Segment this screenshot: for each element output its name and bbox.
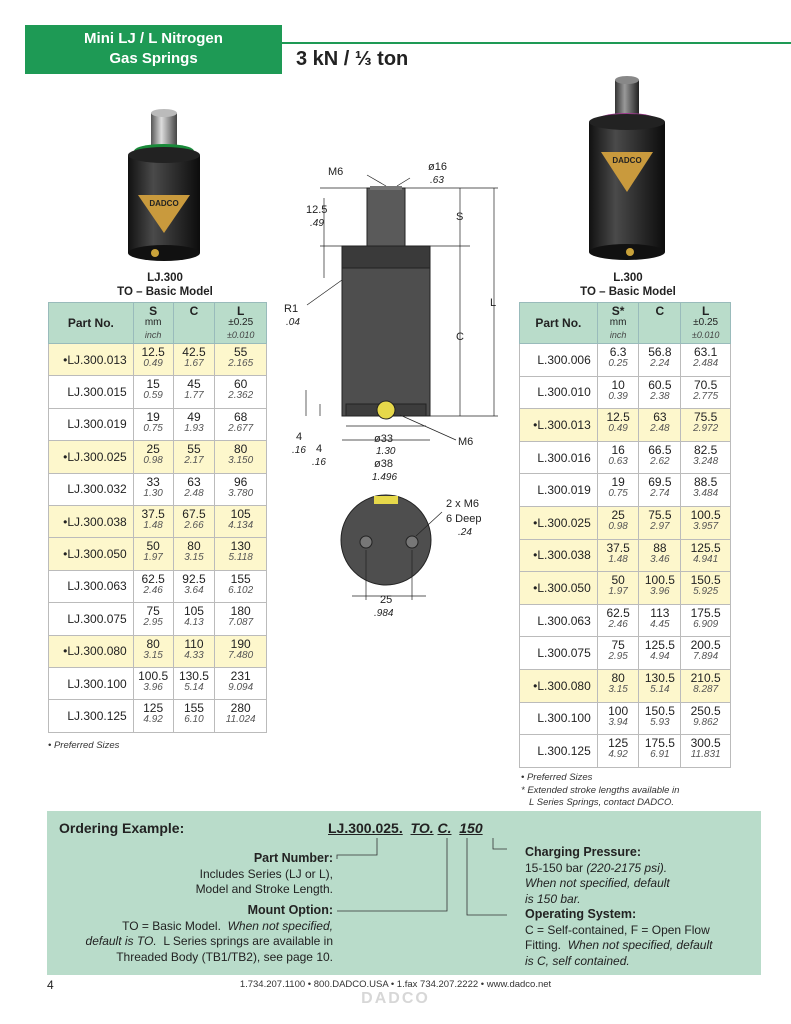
l-preferred-note: • Preferred Sizes [521,772,593,783]
l-table-row [520,506,731,539]
lj-table-row [49,700,267,732]
ordering-title: Ordering Example: [59,820,185,836]
lj-caption [80,271,250,299]
mount-text2a: default is TO. [85,934,157,948]
l-col-l: L ±0.25 ±0.010 [681,303,731,344]
c-cell: 150.5 5.93 [639,702,681,735]
l-table-row [520,409,731,442]
c-cell: 175.5 6.91 [639,735,681,768]
footer-brand-logo: DADCO [361,990,430,1007]
stroke-cell: 37.5 1.48 [133,505,173,537]
stroke-cell: 25 0.98 [133,441,173,473]
part-number-cell: L.300.006 [520,344,598,377]
stroke-cell: 25 0.98 [597,506,639,539]
page-number: 4 [47,978,54,992]
length-cell: 231 9.094 [215,667,267,699]
dim-w25: 25 [380,594,393,606]
part-number-cell: • LJ.300.025 [49,441,134,473]
stroke-cell: 12.5 0.49 [133,344,173,376]
l-col-part: Part No. [520,303,598,344]
c-cell: 42.5 1.67 [173,344,215,376]
l-model-subtitle: TO – Basic Model [580,286,676,298]
dim-r1: R1 [284,303,299,315]
l-table-row [520,376,731,409]
stroke-cell: 19 0.75 [133,408,173,440]
lj-table-row [49,408,267,440]
part-number-cell: L.300.125 [520,735,598,768]
l-extended-note: * Extended stroke lengths available in [521,785,680,796]
c-cell: 75.5 2.97 [639,506,681,539]
dim-d38-inch: 1.496 [372,472,398,483]
l-table-body [520,344,731,768]
length-cell: 63.1 2.484 [681,344,731,377]
dim-d16: ø16 [428,161,447,173]
length-cell: 70.5 2.775 [681,376,731,409]
part-number-text2: Model and Stroke Length. [195,882,333,896]
mount-option-block [47,903,333,965]
lj-spec-table [48,302,267,733]
length-cell: 190 7.480 [215,635,267,667]
stroke-cell: 50 1.97 [133,538,173,570]
c-cell: 56.8 2.24 [639,344,681,377]
l-table-row [520,669,731,702]
stroke-cell: 100 3.94 [597,702,639,735]
stroke-cell: 100.5 3.96 [133,667,173,699]
lj-table-row [49,505,267,537]
length-cell: 210.5 8.287 [681,669,731,702]
l-table-row [520,702,731,735]
lj-col-c: C [173,303,215,344]
l-col-c: C [639,303,681,344]
code-system: C. [437,820,452,836]
lj-logo-text: DADCO [149,199,179,208]
lj-col-l: L ±0.25 ±0.010 [215,303,267,344]
c-cell: 63 2.48 [639,409,681,442]
dim-h12-inch: .49 [310,218,324,229]
dim-holes: 2 x M6 [446,498,480,510]
part-number-cell: • L.300.013 [520,409,598,442]
lj-table-row [49,376,267,408]
part-number-cell: LJ.300.063 [49,570,134,602]
dim-d33: ø33 [374,433,393,445]
code-part: LJ.300.025. [328,820,403,836]
length-cell: 200.5 7.894 [681,637,731,670]
charging-text2: When not specified, default [525,876,670,890]
stroke-cell: 62.5 2.46 [597,604,639,637]
dim-four-a: 4 [296,431,303,443]
part-number-cell: • LJ.300.038 [49,505,134,537]
length-cell: 82.5 3.248 [681,441,731,474]
length-cell: 280 11.024 [215,700,267,732]
lj-table-row [49,441,267,473]
part-number-label: Part Number: [253,851,333,865]
c-cell: 63 2.48 [173,473,215,505]
l-model-name: L.300 [613,272,643,284]
c-cell: 49 1.93 [173,408,215,440]
charging-text3: is 150 bar. [525,891,581,906]
stroke-cell: 80 3.15 [597,669,639,702]
l-table-row [520,735,731,768]
c-cell: 60.5 2.38 [639,376,681,409]
part-number-cell: LJ.300.075 [49,603,134,635]
l-table-row [520,474,731,507]
section-title-line2: Gas Springs [109,50,198,67]
lj-table-row [49,538,267,570]
dim-four-b: 4 [316,443,323,455]
c-cell: 130.5 5.14 [639,669,681,702]
lj-model-subtitle: TO – Basic Model [117,286,213,298]
c-cell: 45 1.77 [173,376,215,408]
stroke-cell: 62.5 2.46 [133,570,173,602]
operating-text2b: When not specified, default [567,938,713,952]
stroke-cell: 16 0.63 [597,441,639,474]
mount-text1b: When not specified, [227,918,333,933]
dim-c: C [456,331,464,343]
length-cell: 88.5 3.484 [681,474,731,507]
dim-four-b-inch: .16 [312,457,326,468]
c-cell: 55 2.17 [173,441,215,473]
dim-four-a-inch: .16 [292,445,306,456]
part-number-cell: • LJ.300.080 [49,635,134,667]
part-number-cell: L.300.010 [520,376,598,409]
operating-system-block [525,907,759,969]
mount-text2b: L Series springs are available in [163,934,333,948]
length-cell: 75.5 2.972 [681,409,731,442]
c-cell: 130.5 5.14 [173,667,215,699]
dim-l: L [490,297,497,309]
operating-text1: C = Self-contained, F = Open Flow [525,922,710,937]
l-table-row [520,539,731,572]
dim-w25-inch: .984 [374,608,394,619]
c-cell: 69.5 2.74 [639,474,681,507]
l-table-row [520,441,731,474]
l-table-row [520,572,731,605]
dimension-drawing [270,150,520,620]
stroke-cell: 75 2.95 [133,603,173,635]
dim-deep: 6 Deep [446,513,482,525]
part-number-cell: L.300.063 [520,604,598,637]
stroke-cell: 6.3 0.25 [597,344,639,377]
part-number-cell: L.300.100 [520,702,598,735]
c-cell: 66.5 2.62 [639,441,681,474]
dim-m6-bottom: M6 [458,436,474,448]
part-number-cell: LJ.300.100 [49,667,134,699]
stroke-cell: 50 1.97 [597,572,639,605]
lj-preferred-note: • Preferred Sizes [48,740,120,751]
length-cell: 130 5.118 [215,538,267,570]
stroke-cell: 125 4.92 [597,735,639,768]
c-cell: 113 4.45 [639,604,681,637]
charging-pressure-block [525,845,755,907]
l-table-header [520,303,731,344]
lj-table-row [49,603,267,635]
dim-h12: 12.5 [306,204,328,216]
dim-r1-inch: .04 [286,317,300,328]
stroke-cell: 37.5 1.48 [597,539,639,572]
l-col-s: S* mm inch [597,303,639,344]
ordering-example-box [47,811,761,975]
dim-d16-inch: .63 [430,175,444,186]
lj-table-row [49,570,267,602]
length-cell: 125.5 4.941 [681,539,731,572]
part-number-cell: • L.300.050 [520,572,598,605]
part-number-cell: • LJ.300.050 [49,538,134,570]
lj-col-part: Part No. [49,303,134,344]
c-cell: 125.5 4.94 [639,637,681,670]
dim-d38: ø38 [374,458,393,470]
dim-deep-inch: .24 [458,527,472,538]
length-cell: 175.5 6.909 [681,604,731,637]
part-number-cell: • L.300.080 [520,669,598,702]
l-table-row [520,604,731,637]
length-cell: 96 3.780 [215,473,267,505]
operating-label: Operating System: [525,907,637,921]
length-cell: 55 2.165 [215,344,267,376]
part-number-text1: Includes Series (LJ or L), [199,866,333,881]
part-number-cell: • L.300.025 [520,506,598,539]
stroke-cell: 80 3.15 [133,635,173,667]
length-cell: 68 2.677 [215,408,267,440]
operating-text3: is C, self contained. [525,953,630,968]
part-number-cell: • LJ.300.013 [49,344,134,376]
length-cell: 100.5 3.957 [681,506,731,539]
stroke-cell: 15 0.59 [133,376,173,408]
stroke-cell: 125 4.92 [133,700,173,732]
stroke-cell: 10 0.39 [597,376,639,409]
length-cell: 250.5 9.862 [681,702,731,735]
c-cell: 110 4.33 [173,635,215,667]
c-cell: 155 6.10 [173,700,215,732]
part-number-cell: LJ.300.019 [49,408,134,440]
part-number-cell: L.300.019 [520,474,598,507]
l-gas-spring-photo [578,72,678,272]
length-cell: 60 2.362 [215,376,267,408]
dim-s: S [456,211,464,223]
part-number-cell: LJ.300.032 [49,473,134,505]
code-mount: TO. [410,820,434,836]
dim-m6-top: M6 [328,166,344,178]
stroke-cell: 19 0.75 [597,474,639,507]
charging-text1b: (220-2175 psi). [586,860,668,875]
part-number-cell: L.300.016 [520,441,598,474]
length-cell: 105 4.134 [215,505,267,537]
code-pressure: 150 [459,820,483,836]
lj-gas-spring-photo [115,105,215,270]
charging-label: Charging Pressure: [525,845,642,859]
lj-table-row [49,635,267,667]
charging-text1a: 15-150 bar [525,860,584,875]
lj-table-header [49,303,267,344]
part-number-cell: LJ.300.015 [49,376,134,408]
header-rule [282,42,791,44]
lj-table-row [49,473,267,505]
mount-text3: Threaded Body (TB1/TB2), see page 10. [116,949,333,964]
length-cell: 180 7.087 [215,603,267,635]
stroke-cell: 75 2.95 [597,637,639,670]
l-table-row [520,637,731,670]
lj-model-name: LJ.300 [147,272,183,284]
operating-text2a: Fitting. [525,938,562,952]
mount-text1a: TO = Basic Model. [122,918,221,933]
stroke-cell: 12.5 0.49 [597,409,639,442]
c-cell: 100.5 3.96 [639,572,681,605]
c-cell: 88 3.46 [639,539,681,572]
part-number-cell: L.300.075 [520,637,598,670]
length-cell: 80 3.150 [215,441,267,473]
stroke-cell: 33 1.30 [133,473,173,505]
part-number-cell: LJ.300.125 [49,700,134,732]
section-title-box [25,25,282,74]
c-cell: 80 3.15 [173,538,215,570]
contact-line: 1.734.207.1100 • 800.DADCO.USA • 1.fax 734.207.2222 • www.dadco.net [239,979,552,990]
mount-label: Mount Option: [247,903,333,917]
lj-col-s: S mm inch [133,303,173,344]
part-number-block [47,851,333,898]
part-number-cell: • L.300.038 [520,539,598,572]
section-title-line1: Mini LJ / L Nitrogen [84,30,223,47]
c-cell: 67.5 2.66 [173,505,215,537]
lj-table-body [49,344,267,733]
lj-table-row [49,344,267,376]
force-rating: 3 kN / ⅓ ton [296,48,409,70]
l-caption [543,271,713,299]
l-spec-table [519,302,731,768]
c-cell: 92.5 3.64 [173,570,215,602]
l-contact-note: L Series Springs, contact DADCO. [529,797,675,808]
l-table-row [520,344,731,377]
lj-table-row [49,667,267,699]
length-cell: 300.5 11.831 [681,735,731,768]
dim-d33-inch: 1.30 [376,446,396,457]
c-cell: 105 4.13 [173,603,215,635]
length-cell: 150.5 5.925 [681,572,731,605]
l-logo-text: DADCO [612,156,642,165]
length-cell: 155 6.102 [215,570,267,602]
